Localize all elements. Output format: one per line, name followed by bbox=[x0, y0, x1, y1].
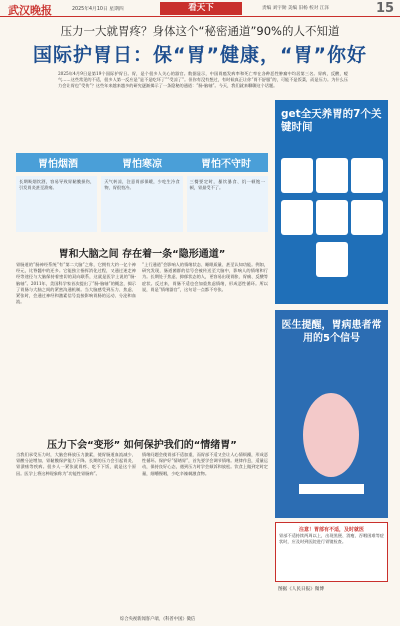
clock-tile bbox=[281, 200, 313, 235]
banner-item: 胃怕寒凉 bbox=[122, 159, 162, 170]
clock-tile bbox=[316, 200, 348, 235]
page-number: 15 bbox=[376, 1, 395, 16]
clock-tile bbox=[316, 158, 348, 193]
article-headline: 国际护胃日：保“胃”健康，“胃”你好 bbox=[33, 44, 367, 66]
tip-box-title: 注意！胃部有不适，及时就医 bbox=[298, 527, 364, 533]
source-footer: 综合央视新闻客户端、《科普中国》微信 bbox=[120, 617, 196, 622]
section1-heading: 胃和大脑之间 存在着一条“隐形通道” bbox=[58, 249, 226, 260]
article-subtitle: 压力一大就胃疼？身体这个“秘密通道”90%的人不知道 bbox=[60, 24, 340, 38]
tip-text: 天气转凉，注意胃部保暖，少吃生冷食物，胃很怕冷。 bbox=[101, 176, 182, 232]
banner-item: 胃怕不守时 bbox=[201, 159, 251, 170]
tip-box bbox=[275, 522, 388, 582]
tips-row bbox=[16, 176, 268, 232]
image-credit: 图据《人民日报》微博 bbox=[278, 587, 324, 592]
section1-column-b: “上行通道”会影响人的情绪状态、睡眠质量、甚至认知功能。例如，研究发现，肠道菌群的信号会被传送至大脑中，影响人的情绪和行为。长期处于焦虑、抑郁状态的人，更容易出现胃胀、胃痛、反酸等症状。反过来，胃肠不适也会加重焦虑情绪，形成恶性循环。所以说，胃是“情绪器官”，这句话一点都不夸张。 bbox=[142, 262, 268, 292]
poster2-title: 医生提醒，胃病患者常用的5个信号 bbox=[281, 320, 382, 344]
stomach-illustration bbox=[295, 380, 368, 500]
tip-text: 三餐要定时，暴饮暴食、饥一顿饱一顿，胃最受不了。 bbox=[187, 176, 268, 232]
section2-column-c: 当我们承受压力时，大脑会释放压力激素，使胃肠道血流减少、胃酸分泌增加、胃黏膜保护能力下降。长期的压力会引起胃炎、胃溃疡等疾病。很多人一紧张就胃疼、吃不下饭，就是这个原因。医学上将这种现象称为“功能性胃肠病”。 bbox=[16, 452, 136, 476]
stomach-banner bbox=[16, 153, 268, 172]
clock-tile bbox=[281, 158, 313, 193]
tip-box-body: 胃部不适持续两周以上，出现黑便、消瘦、吞咽困难等症状时，应及时到医院进行胃镜检查。 bbox=[279, 533, 384, 545]
clock-tile bbox=[316, 242, 348, 277]
banner-item: 胃怕烟酒 bbox=[38, 159, 78, 170]
lead-paragraph: 2025年4月9日是第19个国际护胃日。胃，是个很多人关心的器官。数据显示，中国胃癌发病率和死亡率在各种恶性肿瘤中均居第三名。胃病，反酸，嗳气……这些常见的不适，很多人第一反应是“是不是吃坏了”“受凉了”。但你有没有想过，有时候真正让你“胃不舒服”的，可能不是饭菜，而是压力。为什么压力会让胃也“受伤”？这些年来越来越多的研究逐渐揭示了一条隐秘的通道：“肠-脑轴”。今天，我们就来聊聊这个话题。 bbox=[58, 71, 348, 89]
poster-five-signals bbox=[275, 310, 388, 518]
section1-column-a: 胃肠道的“肠神经系统”有“第二大脑”之称，它拥有大约一亿个神经元，比脊髓中的还多。它能独立指挥消化过程，又通过迷走神经等途径与大脑保持着密切的双向联系，这就是医学上说的“肠-脑轴”。2011年，美国科学家首次提出了“肠-脑轴”的概念，揭示了胃肠与大脑之间的紧密沟通机制。当大脑感受到压力、焦虑、紧张时，会通过神经和激素信号直接影响胃肠的运动、分泌和血流。 bbox=[16, 262, 136, 305]
tip-text: 长期吸烟饮酒，容易导致胃黏膜损伤，引发胃炎甚至溃疡。 bbox=[16, 176, 97, 232]
poster1-title: get全天养胃的7个关键时间 bbox=[281, 108, 382, 133]
section2-column-d: 情绪问题会使胃部不适加重，而胃部不适又会让人心情烦躁，形成恶性循环。保护好“情绪胃”，首先要学会调节情绪。规律作息，适量运动，保持良好心态，遇到压力时学会倾诉和放松。饮食上做到定时定量，细嚼慢咽，少吃辛辣刺激食物。 bbox=[142, 452, 268, 476]
editors-credit: 责编 刘宇勋 美编 旧杨 校对 江泽 bbox=[262, 6, 330, 11]
clock-tile bbox=[351, 200, 383, 235]
issue-date: 2025年4月10日 星期四 bbox=[72, 7, 124, 12]
section2-heading: 压力下会“变形” 如何保护我们的“情绪胃” bbox=[47, 440, 237, 451]
poster-seven-times bbox=[275, 100, 388, 304]
clock-tile bbox=[351, 158, 383, 193]
page-header bbox=[0, 0, 400, 17]
section-badge: 看天下 bbox=[160, 2, 242, 15]
newspaper-logo: 武汉晚报 bbox=[8, 4, 52, 17]
